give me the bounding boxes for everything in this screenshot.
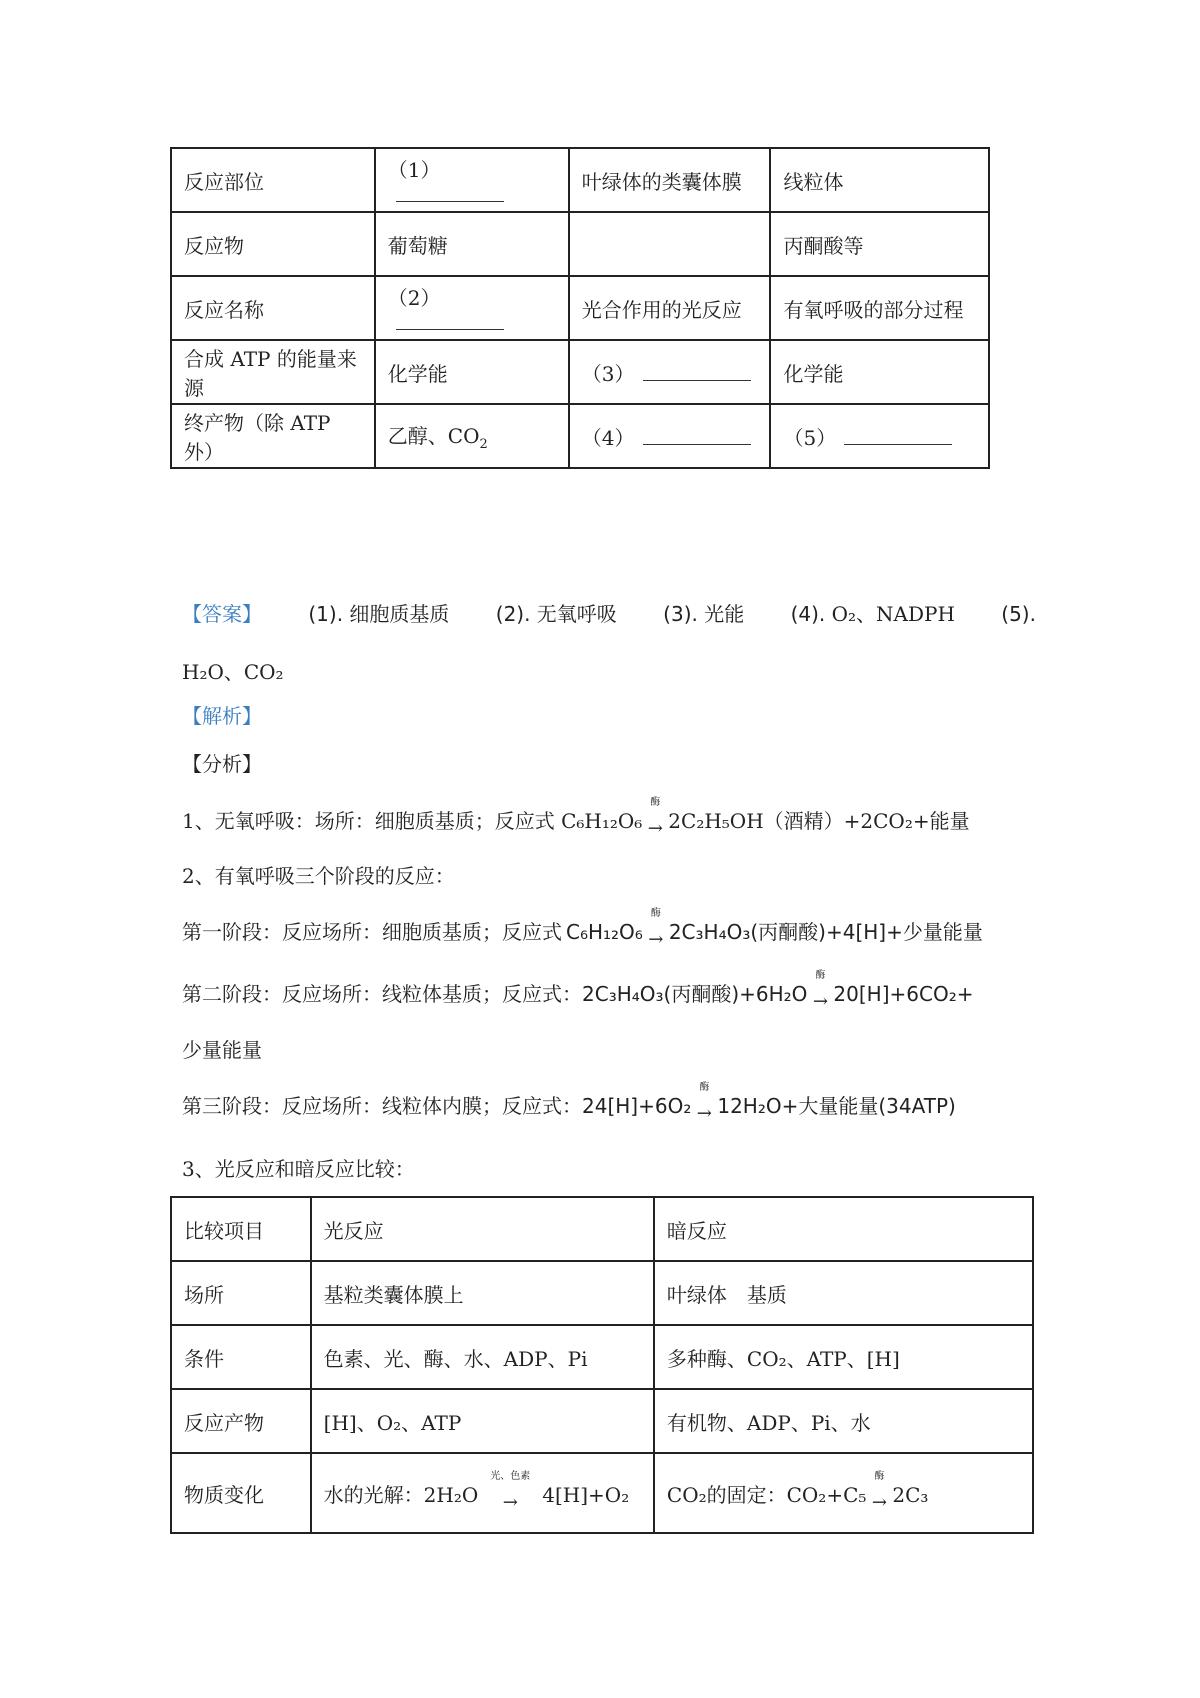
table1-cell: 光合作用的光反应: [569, 276, 771, 340]
answer-blank: [396, 313, 504, 330]
answer-item-1: (1). 细胞质基质: [308, 602, 450, 626]
table1-cell: （4）: [569, 404, 771, 468]
stage-2-line: 第二阶段：反应场所：线粒体基质；反应式：2C₃H₄O₃(丙酮酸)+6H₂O 酶 → 20[H]+6CO₂+: [182, 970, 974, 1012]
answer-item-2: (2). 无氧呼吸: [495, 602, 617, 626]
light-reaction-equation: 水的光解：2H₂O 光、色素 → 4[H]+O₂: [311, 1453, 654, 1533]
table2-cell: 叶绿体 基质: [654, 1261, 1033, 1325]
table1-cell: 化学能: [375, 340, 569, 404]
table1-cell: （2）: [375, 276, 569, 340]
light-dark-comparison-table: [170, 1196, 1034, 1534]
table1-row: [171, 212, 989, 276]
table1-row: [171, 276, 989, 340]
table1-cell: 丙酮酸等: [770, 212, 989, 276]
aerobic-heading: 2、有氧呼吸三个阶段的反应：: [182, 864, 455, 888]
stage-2-continued: 少量能量: [182, 1038, 262, 1062]
table2-cell: 反应产物: [171, 1389, 311, 1453]
table1-cell: 终产物（除 ATP 外）: [171, 404, 375, 468]
answer-blank: [643, 428, 751, 445]
dark-reaction-equation: CO₂的固定：CO₂+C₅ 酶 → 2C₃: [654, 1453, 1033, 1533]
answer-tag: 【答案】: [182, 602, 262, 626]
answer-line-2: H₂O、CO₂: [182, 660, 284, 684]
reaction-comparison-table: [170, 147, 990, 469]
table2-cell: 有机物、ADP、Pi、水: [654, 1389, 1033, 1453]
table1-cell: 合成 ATP 的能量来源: [171, 340, 375, 404]
table1-cell: [569, 212, 771, 276]
table2-cell: [H]、O₂、ATP: [311, 1389, 654, 1453]
answer-line: [182, 598, 1036, 627]
table2-cell: 条件: [171, 1325, 311, 1389]
anaerobic-respiration-line: 1、无氧呼吸：场所：细胞质基质；反应式 C₆H₁₂O₆ 酶 → 2C₂H₅OH（酒精）+2CO₂+能量: [182, 797, 970, 839]
table2-row: [171, 1325, 1033, 1389]
table1-cell: （3）: [569, 340, 771, 404]
table2-row: [171, 1453, 1033, 1533]
answer-blank: [643, 364, 751, 381]
stage-1-line: 第一阶段：反应场所：细胞质基质；反应式 C₆H₁₂O₆ 酶 → 2C₃H₄O₃(丙酮酸)+4[H]+少量能量: [182, 908, 983, 950]
answer-blank: [844, 428, 952, 445]
table2-cell: 基粒类囊体膜上: [311, 1261, 654, 1325]
table1-cell: 反应部位: [171, 148, 375, 212]
answer-blank: [396, 185, 504, 202]
table2-cell: 场所: [171, 1261, 311, 1325]
table1-cell: 线粒体: [770, 148, 989, 212]
table1-cell: （5）: [770, 404, 989, 468]
table2-row: [171, 1389, 1033, 1453]
table2-cell: 物质变化: [171, 1453, 311, 1533]
table1-cell: 有氧呼吸的部分过程: [770, 276, 989, 340]
analysis-subtag: 【分析】: [182, 752, 262, 776]
answer-item-3: (3). 光能: [663, 602, 745, 626]
table2-cell: 光反应: [311, 1197, 654, 1261]
table1-cell: 叶绿体的类囊体膜: [569, 148, 771, 212]
table1-row: [171, 148, 989, 212]
table2-cell: 比较项目: [171, 1197, 311, 1261]
table2-row: [171, 1197, 1033, 1261]
table2-row: [171, 1261, 1033, 1325]
table1-cell: 葡萄糖: [375, 212, 569, 276]
table1-cell: 反应物: [171, 212, 375, 276]
table1-cell: 化学能: [770, 340, 989, 404]
table2-cell: 色素、光、酶、水、ADP、Pi: [311, 1325, 654, 1389]
table1-row: [171, 340, 989, 404]
table1-cell: 乙醇、$CO_2$: [375, 404, 569, 468]
answer-item-5: (5).: [1001, 602, 1036, 626]
table1-cell: （1）: [375, 148, 569, 212]
table2-cell: 多种酶、CO₂、ATP、[H]: [654, 1325, 1033, 1389]
table1-row: [171, 404, 989, 468]
answer-item-4: (4). O₂、NADPH: [790, 602, 955, 626]
table2-cell: 暗反应: [654, 1197, 1033, 1261]
table1-cell: 反应名称: [171, 276, 375, 340]
stage-3-line: 第三阶段：反应场所：线粒体内膜；反应式：24[H]+6O₂ 酶 → 12H₂O+大量能量(34ATP): [182, 1082, 956, 1124]
light-dark-heading: 3、光反应和暗反应比较：: [182, 1157, 415, 1181]
analysis-tag: 【解析】: [182, 704, 262, 728]
